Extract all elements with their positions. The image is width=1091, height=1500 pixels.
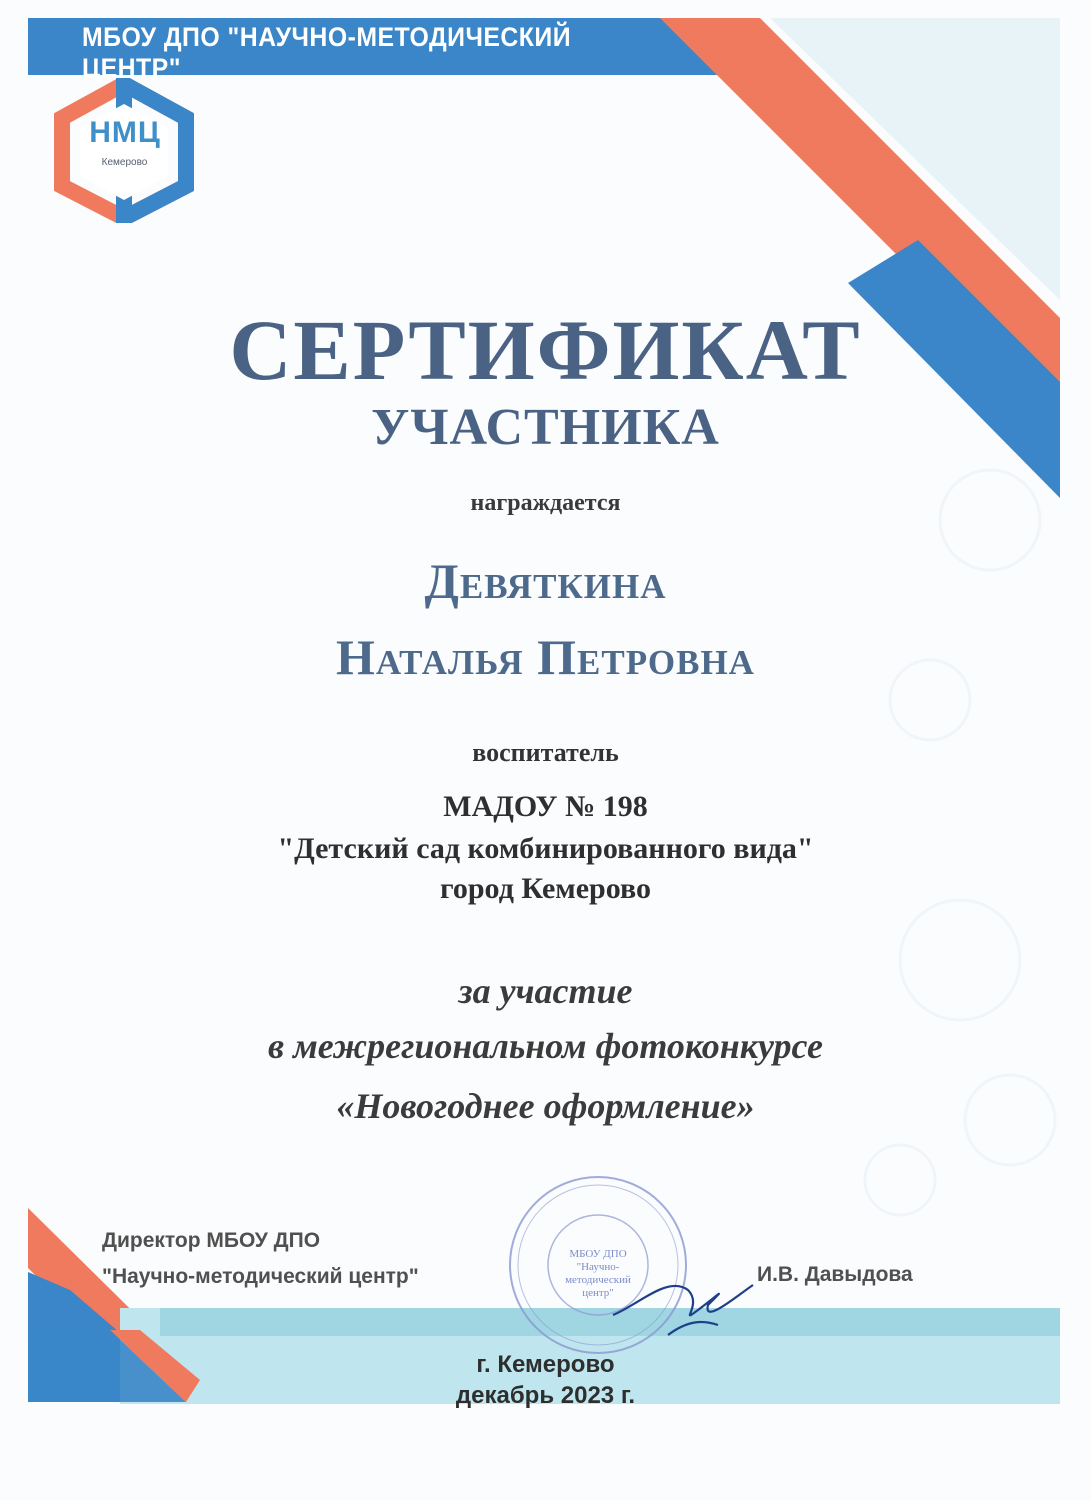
director-name: И.В. Давыдова <box>757 1263 913 1286</box>
recipient-surname: Девяткина <box>424 553 667 609</box>
certificate-title: СЕРТИФИКАТ <box>229 302 862 398</box>
recipient-position: воспитатель <box>472 738 619 767</box>
official-stamp <box>498 1170 698 1360</box>
certificate-subtitle: УЧАСТНИКА <box>371 399 720 456</box>
logo-abbreviation: НМЦ <box>89 116 161 149</box>
hexagon-logo-icon <box>52 78 197 223</box>
stamp-text: МБОУ ДПО "Научно-методический центр" <box>565 1248 631 1299</box>
institution-line-3: город Кемерово <box>440 872 651 905</box>
nmc-logo <box>52 78 197 223</box>
institution-line-1: МАДОУ № 198 <box>443 790 648 823</box>
signature-icon <box>608 1265 758 1345</box>
recipient-given-names: Наталья Петровна <box>336 629 755 685</box>
institution-line-2: "Детский сад комбинированного вида" <box>277 832 814 865</box>
reason-line-3: «Новогоднее оформление» <box>336 1086 755 1126</box>
director-title-line-2: "Научно-методический центр" <box>102 1265 419 1288</box>
logo-city: Кемерово <box>101 157 148 168</box>
reason-line-1: за участие <box>458 971 633 1011</box>
reason-line-2: в межрегиональном фотоконкурсе <box>268 1026 823 1066</box>
director-title-line-1: Директор МБОУ ДПО <box>102 1229 321 1252</box>
issue-date: декабрь 2023 г. <box>455 1382 636 1409</box>
organization-header: МБОУ ДПО "НАУЧНО-МЕТОДИЧЕСКИЙ ЦЕНТР" <box>82 22 572 83</box>
place: г. Кемерово <box>476 1351 615 1378</box>
awarded-text: награждается <box>470 490 621 516</box>
